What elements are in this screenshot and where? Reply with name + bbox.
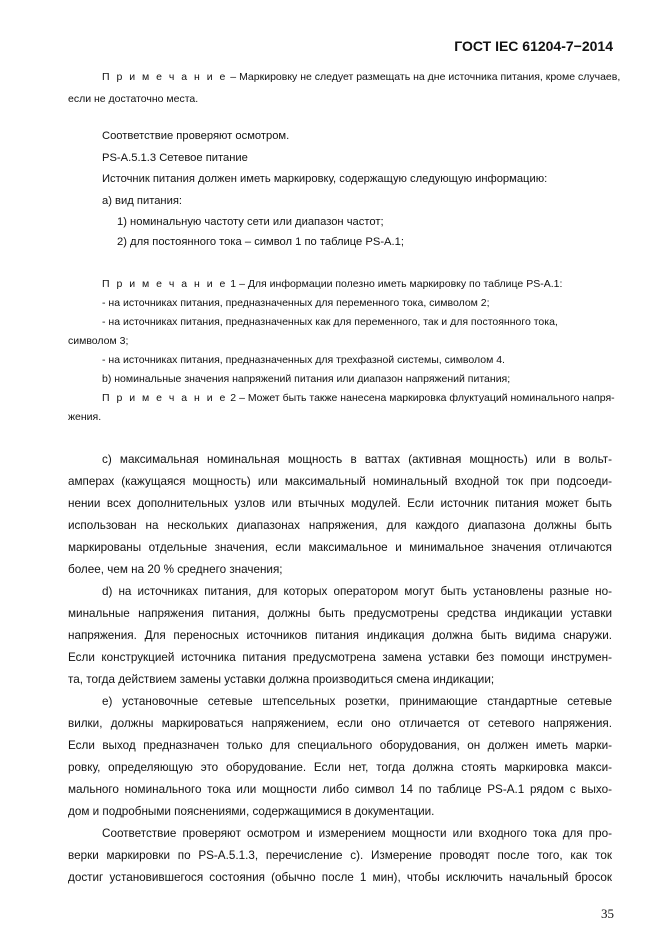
item-a1: 1) номинальную частоту сети или диапазон частот; [117,216,384,228]
item-d-line: d) на источниках питания, для которых оператором могут быть установлены разные но- [102,585,612,598]
item-c-line: амперах (кажущаяся мощность) или максимальный номинальный входной ток при подсоеди- [68,475,612,488]
item-c-line: использован на нескольких диапазонах напряжения, для каждого диапазона должны быть [68,519,612,532]
note-word: П р и м е ч а н и е [102,71,228,83]
item-e-line: вилки, должны маркироваться напряжением, если оно отличается от сетевого напряжения. [68,717,612,730]
note-top-line-1 [102,71,621,83]
intro-text: Источник питания должен иметь маркировку, содержащую следующую информацию: [102,173,548,185]
item-b: b) номинальные значения напряжений питания или диапазон напряжений питания; [102,373,511,385]
item-a2: 2) для постоянного тока – символ 1 по таблице PS-A.1; [117,236,404,248]
item-c-line: маркированы отдельные значения, если максимальное и минимальное значения отличаются [68,541,612,554]
item-d-line: напряжения. Для переносных источников питания индикация должна быть видима снаружи. [68,629,612,642]
document-header: ГОСТ IEC 61204-7−2014 [454,38,613,54]
item-d-line: минальные напряжения питания, должны быть предусмотрены средства индикации уставки [68,607,612,620]
item-c-line: нении всех дополнительных узлов или втычных модулей. Если источник питания может быть [68,497,612,510]
note1-dash2-line1: - на источниках питания, предназначенных как для переменного, так и для постоянного тока, [102,316,558,328]
section-title: PS-A.5.1.3 Сетевое питание [102,152,248,164]
item-c-line: c) максимальная номинальная мощность в ваттах (активная мощность) или в вольт- [102,453,612,466]
note2-line-1 [102,392,615,404]
note-top-line-2: если не достаточно места. [68,93,199,105]
item-e-line: мального номинального тока или мощности либо символ 14 по таблице PS-A.1 рядом с выхо- [68,783,612,796]
final-line: достиг установившегося состояния (обычно после 1 мин), чтобы исключить начальный бросок [68,871,612,884]
note1-dash2-line2: символом 3; [68,335,129,347]
note2-word: П р и м е ч а н и е [102,392,228,404]
item-e-line: ровку, определяющую это оборудование. Если нет, тогда должна стоять маркировка макси- [68,761,612,774]
note2-text: 2 – Может быть также нанесена маркировка флуктуаций номинального напря- [227,392,615,404]
item-e-line: Если выход предназначен только для специального оборудования, он должен иметь марки- [68,739,612,752]
final-line: Соответствие проверяют осмотром и измерением мощности или входного тока для про- [102,827,612,840]
item-a: a) вид питания: [102,195,183,207]
item-e-line: дом и подробными пояснениями, содержащимися в документации. [68,805,435,818]
note1-text: 1 – Для информации полезно иметь маркировку по таблице PS-A.1: [227,278,563,290]
note1-dash3: - на источниках питания, предназначенных для трехфазной системы, символом 4. [102,354,505,366]
note1-dash1: - на источниках питания, предназначенных для переменного тока, символом 2; [102,297,490,309]
item-c-line: более, чем на 20 % среднего значения; [68,563,283,576]
item-d-line: Если конструкцией источника питания предусмотрена замена уставки без помощи инструмен- [68,651,612,664]
final-line: верки маркировки по PS-A.5.1.3, перечисление с). Измерение проводят после того, как ток [68,849,612,862]
note2-line-2: жения. [68,411,102,423]
item-e-line: e) установочные сетевые штепсельных розетки, принимающие стандартные сетевые [102,695,612,708]
note1-line [102,279,612,290]
note1-word: П р и м е ч а н и е [102,278,228,290]
note-top-text: – Маркировку не следует размещать на дне источника питания, кроме случаев, [227,71,621,83]
page-number: 35 [601,906,614,921]
item-d-line: та, тогда действием замены уставки должна производиться смена индикации; [68,673,495,686]
check-visual: Соответствие проверяют осмотром. [102,130,290,142]
